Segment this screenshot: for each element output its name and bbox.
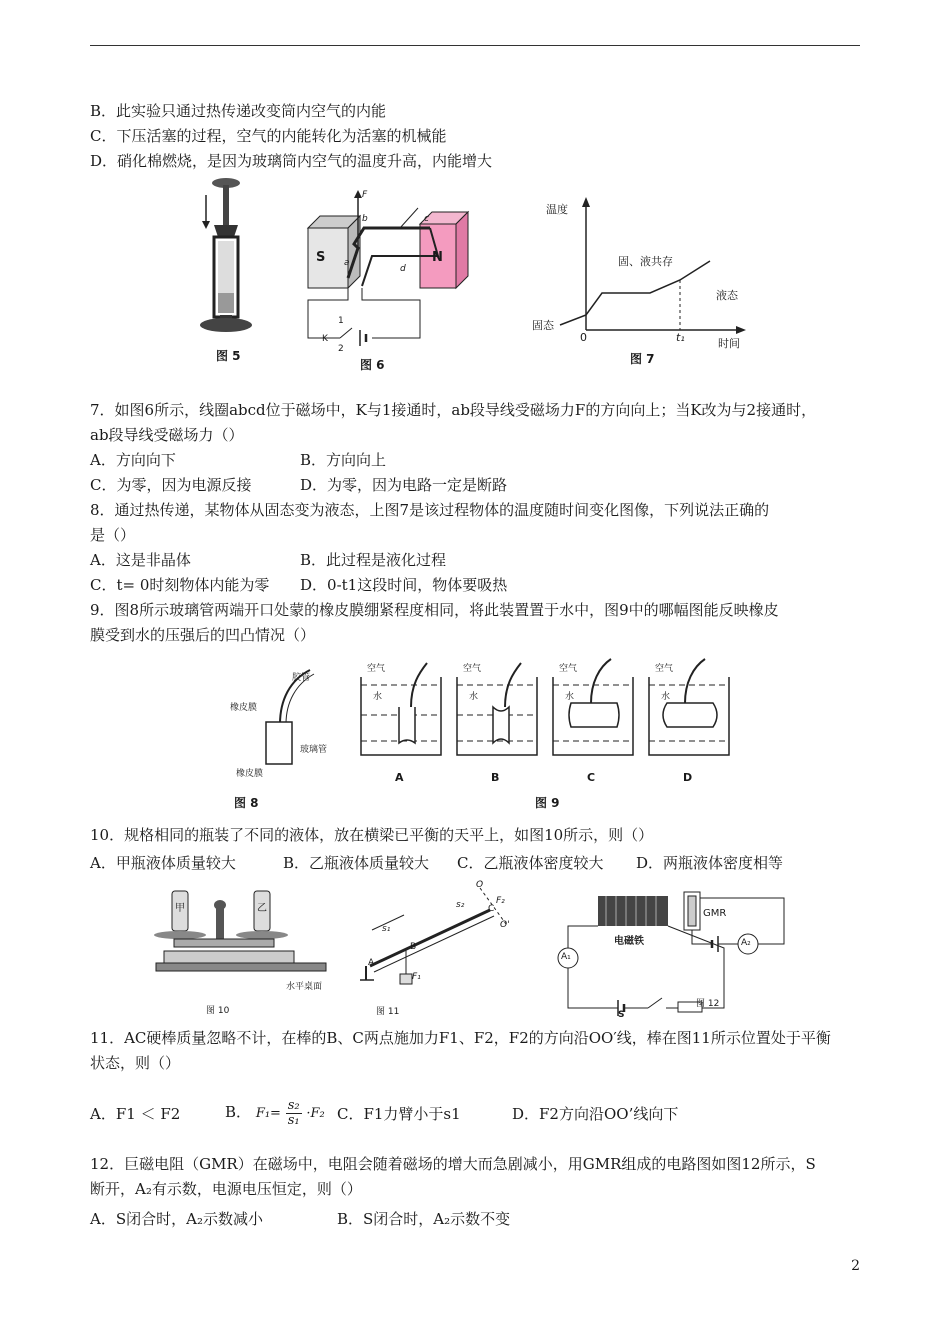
- fig11-label-s2: s₂: [456, 900, 465, 910]
- fig7-label-liquid: 液态: [716, 289, 738, 302]
- fig9-label-b: B: [491, 771, 500, 784]
- fig9-water-d: 水: [661, 692, 671, 702]
- figure-9-drawing: [355, 655, 735, 765]
- q7-stem-line1: 7．如图6所示，线圈abcd位于磁场中，K与1接通时，ab段导线受磁场力F的方向向上；当K改为与2接通时，: [90, 401, 817, 419]
- figure-6-caption: 图 6: [360, 358, 385, 372]
- fig6-label-c: c: [424, 214, 429, 224]
- q12-stem-line2: 断开，A₂有示数，电源电压恒定，则（）: [90, 1180, 362, 1198]
- figure-12-drawing: [548, 888, 798, 1023]
- fig9-beaker-b: [457, 663, 537, 755]
- fig6-label-s: S: [316, 250, 326, 265]
- fig11-label-o: O: [476, 880, 484, 890]
- fig12-label-a2: A₂: [741, 938, 751, 948]
- fig6-label-a: a: [344, 258, 350, 268]
- header-rule: [90, 45, 860, 46]
- figure-11: [360, 880, 520, 1020]
- fig7-label-solid: 固态: [532, 319, 554, 332]
- fig7-t1: t₁: [676, 331, 685, 344]
- figure-11-caption: 图 11: [376, 1007, 400, 1017]
- q11-option-b: [225, 1090, 325, 1136]
- q9-stem-line1: 9．图8所示玻璃管两端开口处蒙的橡皮膜绷紧程度相同，将此装置置于水中，图9中的哪幅图能反映橡皮: [90, 601, 779, 619]
- fig8-label-membrane-bottom: 橡皮膜: [236, 769, 264, 779]
- figure-7-caption: 图 7: [630, 352, 655, 366]
- q12-stem-line1: 12．巨磁电阻（GMR）在磁场中，电阻会随着磁场的增大而急剧减小，用GMR组成的电路图如图12所示，S: [90, 1155, 816, 1173]
- q6-option-d: D．硝化棉燃烧，是因为玻璃筒内空气的温度升高，内能增大: [90, 152, 493, 170]
- q7-stem-line2: ab段导线受磁场力（）: [90, 426, 244, 444]
- figure-9: [355, 655, 735, 810]
- q11-option-a: A．F1 ＜ F2: [90, 1105, 181, 1123]
- fig11-label-c: C: [488, 904, 495, 914]
- q8-option-b: B．此过程是液化过程: [300, 551, 447, 569]
- fig11-label-f2: F₂: [496, 896, 505, 906]
- fig8-label-membrane-top: 橡皮膜: [230, 703, 258, 713]
- q7-option-b: B．方向向上: [300, 451, 387, 469]
- q10-option-c: C．乙瓶液体密度较大: [457, 854, 604, 872]
- figure-7: [530, 195, 760, 370]
- q8-option-a: A．这是非晶体: [90, 551, 191, 569]
- fig12-label-electromagnet: 电磁铁: [614, 936, 644, 947]
- fig10-label-yi: 乙: [257, 903, 267, 914]
- fig11-label-a: A: [368, 958, 375, 968]
- q10-stem: 10．规格相同的瓶装了不同的液体，放在横梁已平衡的天平上，如图10所示，则（）: [90, 826, 654, 844]
- fig9-label-c: C: [587, 771, 596, 784]
- fig10-label-jia: 甲: [175, 903, 185, 914]
- fig12-label-s: S: [618, 1010, 625, 1020]
- q9-stem-line2: 膜受到水的压强后的凹凸情况（）: [90, 626, 316, 644]
- fig6-label-n: N: [432, 250, 443, 265]
- q11-stem-line2: 状态，则（）: [90, 1054, 181, 1072]
- fig11-label-f1: F₁: [412, 972, 421, 982]
- figure-8-caption: 图 8: [234, 796, 259, 810]
- figure-12-caption: 图 12: [696, 999, 720, 1009]
- q10-option-d: D．两瓶液体密度相等: [636, 854, 784, 872]
- figure-6: [300, 188, 480, 373]
- q10-option-a: A．甲瓶液体质量较大: [90, 854, 236, 872]
- figure-10-caption: 图 10: [206, 1006, 230, 1016]
- fig8-label-glass: 玻璃管: [300, 745, 328, 755]
- fig12-label-a1: A₁: [561, 952, 571, 962]
- q8-option-d: D．0-t1这段时间，物体要吸热: [300, 576, 508, 594]
- fig12-label-gmr: GMR: [703, 908, 727, 919]
- fig9-air-a: 空气: [367, 664, 386, 674]
- fig9-water-a: 水: [373, 692, 383, 702]
- figure-6-drawing: [300, 188, 480, 353]
- fig9-air-c: 空气: [559, 664, 578, 674]
- q11-formula-left: F₁=: [255, 1106, 281, 1121]
- q11-formula-right: ·F₂: [306, 1106, 325, 1121]
- q7-option-c: C．为零，因为电源反接: [90, 476, 252, 494]
- q11-formula-fraction: [286, 1099, 302, 1128]
- q11-formula-denominator: s₁: [287, 1112, 300, 1128]
- fig7-origin: 0: [580, 331, 587, 344]
- fig11-label-oprime: O': [500, 920, 510, 930]
- figure-7-graph: [530, 195, 760, 350]
- fig9-air-d: 空气: [655, 664, 674, 674]
- q11-stem-line1: 11．AC硬棒质量忽略不计，在棒的B、C两点施加力F1、F2，F2的方向沿OO′线，棒在图11所示位置处于平衡: [90, 1029, 831, 1047]
- fig7-xlabel: 时间: [718, 337, 740, 350]
- q8-option-c: C．t= 0时刻物体内能为零: [90, 576, 270, 594]
- fig9-water-b: 水: [469, 692, 479, 702]
- q6-option-b: B．此实验只通过热传递改变筒内空气的内能: [90, 102, 387, 120]
- q11-option-c: C．F1力臂小于s1: [337, 1105, 461, 1123]
- q6-option-c: C．下压活塞的过程，空气的内能转化为活塞的机械能: [90, 127, 447, 145]
- q8-stem-line1: 8．通过热传递，某物体从固态变为液态，上图7是该过程物体的温度随时间变化图像，下列说法正确的: [90, 501, 770, 519]
- fig9-label-a: A: [395, 771, 404, 784]
- fig6-label-2: 2: [338, 344, 344, 354]
- figure-9-caption: 图 9: [535, 796, 560, 810]
- fig6-label-b: b: [362, 214, 368, 224]
- q12-option-b: B．S闭合时，A₂示数不变: [337, 1210, 511, 1228]
- figure-5: [190, 175, 270, 370]
- page-number: 2: [851, 1258, 860, 1274]
- figure-8: [230, 660, 350, 810]
- q12-option-a: A．S闭合时，A₂示数减小: [90, 1210, 263, 1228]
- q7-option-a: A．方向向下: [90, 451, 176, 469]
- figure-5-drawing: [190, 175, 270, 370]
- fig11-label-b: B: [410, 942, 417, 952]
- q7-option-d: D．为零，因为电路一定是断路: [300, 476, 508, 494]
- fig6-label-d: d: [400, 264, 406, 274]
- fig9-beaker-a: [361, 663, 441, 755]
- figure-10: [150, 885, 340, 1020]
- q11-option-d: D．F2方向沿OO’线向下: [512, 1105, 679, 1123]
- q10-option-b: B．乙瓶液体质量较大: [283, 854, 430, 872]
- fig6-label-1: 1: [338, 316, 344, 326]
- fig10-label-desk: 水平桌面: [286, 982, 323, 992]
- fig8-label-tube: 胶管: [292, 673, 311, 683]
- fig9-label-d: D: [683, 771, 693, 784]
- q8-stem-line2: 是（）: [90, 526, 136, 544]
- fig7-ylabel: 温度: [546, 203, 568, 216]
- figure-12: [548, 888, 798, 1023]
- fig9-air-b: 空气: [463, 664, 482, 674]
- fig7-label-mix: 固、液共存: [618, 255, 673, 268]
- q11-option-b-prefix: B．: [225, 1103, 252, 1121]
- fig11-label-s1: s₁: [382, 924, 391, 934]
- figure-5-caption: 图 5: [216, 349, 241, 363]
- fig6-label-k: K: [322, 334, 328, 344]
- q11-formula-numerator: s₂: [287, 1097, 300, 1113]
- fig6-label-f: F: [362, 190, 368, 200]
- fig9-water-c: 水: [565, 692, 575, 702]
